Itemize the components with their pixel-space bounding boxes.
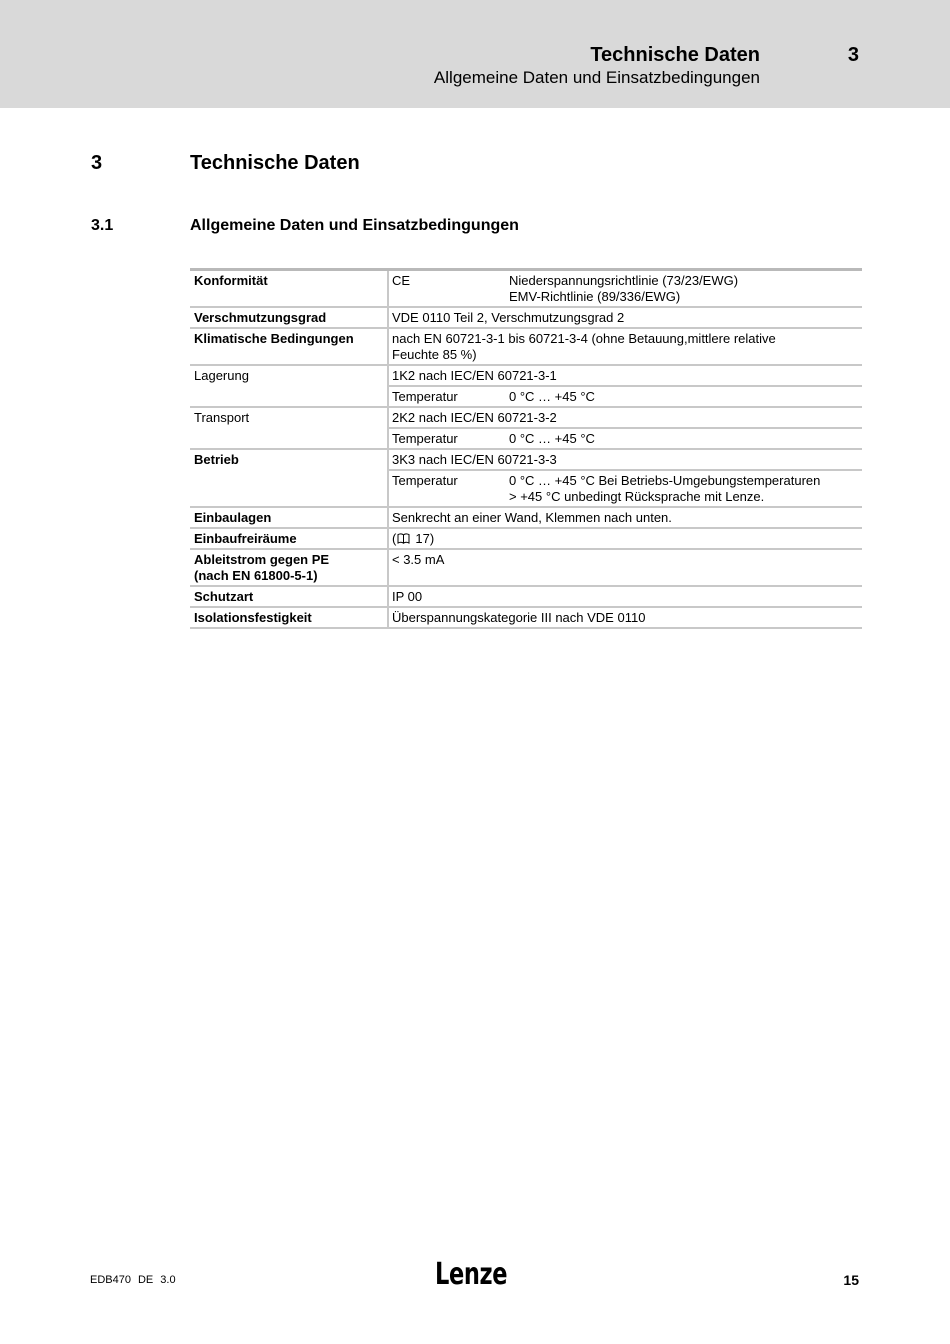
running-header-chapter-number: 3 [847,44,859,66]
table-row-klimatische-bedingungen [190,328,862,365]
running-header-title: Technische Daten [590,44,760,66]
sub-value [505,470,862,507]
table-row-einbaufreiraeume [190,528,862,549]
row-label [190,549,388,586]
running-header-subtitle: Allgemeine Daten und Einsatzbedingungen [433,68,760,87]
row-label: Betrieb [190,449,388,507]
table-row-betrieb [190,449,862,470]
table-row-verschmutzungsgrad [190,307,862,328]
chapter-number: 3 [91,152,103,174]
table-row-einbaulagen [190,507,862,528]
row-value: 2K2 nach IEC/EN 60721-3-2 [388,407,862,428]
book-icon [397,533,410,544]
chapter-title: Technische Daten [190,152,360,174]
table-row-lagerung [190,365,862,386]
section-title: Allgemeine Daten und Einsatzbedingungen [190,217,519,234]
footer-document-id [90,1273,183,1287]
value-line: Feuchte 85 %) [392,347,477,362]
row-value: < 3.5 mA [388,549,862,586]
footer-doc-number: EDB470 [90,1274,131,1286]
footer-version: 3.0 [160,1274,176,1286]
chapter-heading [0,149,950,177]
row-label: Einbaufreiräume [190,528,388,549]
table-row-transport [190,407,862,428]
value-line: nach EN 60721-3-1 bis 60721-3-4 (ohne Betauung,mittlere relative [392,331,776,346]
value-line: > +45 °C unbedingt Rücksprache mit Lenze. [509,489,765,504]
row-label: Klimatische Bedingungen [190,328,388,365]
footer-language: DE [137,1274,154,1286]
sub-value: 0 °C … +45 °C [505,428,862,449]
row-label: Einbaulagen [190,507,388,528]
row-label: Lagerung [190,365,388,407]
technical-data-table [190,268,862,629]
row-value: 3K3 nach IEC/EN 60721-3-3 [388,449,862,470]
section-heading [0,215,950,237]
row-value [388,328,862,365]
row-details [505,270,862,308]
page-number: 15 [843,1272,859,1288]
row-label: Transport [190,407,388,449]
sub-label: Temperatur [388,428,505,449]
row-label: Konformität [190,270,388,308]
running-header [0,0,950,108]
row-label: Schutzart [190,586,388,607]
row-label: Isolationsfestigkeit [190,607,388,628]
row-value: Überspannungskategorie III nach VDE 0110 [388,607,862,628]
row-value: VDE 0110 Teil 2, Verschmutzungsgrad 2 [388,307,862,328]
row-value: CE [388,270,505,308]
label-line: Ableitstrom gegen PE [194,552,330,567]
table-row-schutzart [190,586,862,607]
sub-label: Temperatur [388,386,505,407]
page-reference [388,528,862,549]
label-line: (nach EN 61800-5-1) [194,568,318,583]
lenze-logo: Lenze [435,1257,508,1292]
detail-line: EMV-Richtlinie (89/336/EWG) [509,289,681,304]
detail-line: Niederspannungsrichtlinie (73/23/EWG) [509,273,739,288]
reference-close: ) [429,531,435,546]
reference-open: ( [392,531,397,546]
sub-label: Temperatur [388,470,505,507]
section-number: 3.1 [91,217,114,234]
row-value: 1K2 nach IEC/EN 60721-3-1 [388,365,862,386]
reference-page: 17 [415,531,430,546]
row-value: IP 00 [388,586,862,607]
table-row-konformitaet [190,270,862,308]
value-line: 0 °C … +45 °C Bei Betriebs-Umgebungstemperaturen [509,473,821,488]
table-row-isolationsfestigkeit [190,607,862,628]
sub-value: 0 °C … +45 °C [505,386,862,407]
table-row-ableitstrom [190,549,862,586]
row-label: Verschmutzungsgrad [190,307,388,328]
row-value: Senkrecht an einer Wand, Klemmen nach unten. [388,507,862,528]
